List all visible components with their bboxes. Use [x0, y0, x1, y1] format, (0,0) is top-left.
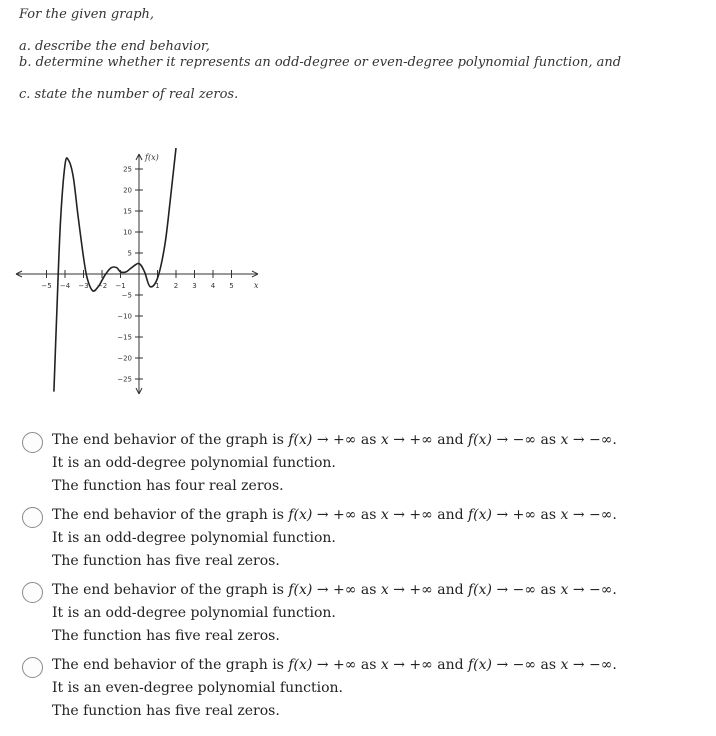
choice-3-zeros: The function has five real zeros.: [52, 628, 280, 644]
choice-4-degree: It is an even-degree polynomial function.: [52, 680, 343, 696]
answer-choice-3-radio[interactable]: [22, 582, 43, 603]
y-axis-label: f(x): [145, 153, 159, 162]
choice-1-degree: It is an odd-degree polynomial function.: [52, 455, 336, 471]
choice-3-degree: It is an odd-degree polynomial function.: [52, 605, 336, 621]
y-tick-label: 15: [123, 207, 132, 216]
polynomial-graph: [14, 148, 274, 398]
question-part-a: a. describe the end behavior,: [19, 39, 210, 54]
question-prompt: For the given graph,: [19, 7, 155, 22]
question-part-b: b. determine whether it represents an odd-degree or even-degree polynomial function, and: [19, 55, 622, 70]
answer-choice-1-radio[interactable]: [22, 432, 43, 453]
y-tick-label: 10: [123, 228, 132, 237]
y-tick-label: −15: [117, 333, 132, 342]
choice-4-end-behavior: The end behavior of the graph is f(x) → +∞ as x → +∞ and f(x) → −∞ as x → −∞.: [52, 657, 617, 673]
choice-1-zeros: The function has four real zeros.: [52, 478, 284, 494]
choice-3-end-behavior: The end behavior of the graph is f(x) → +∞ as x → +∞ and f(x) → −∞ as x → −∞.: [52, 582, 617, 598]
x-tick-label: −2: [96, 282, 108, 290]
x-tick-label: 4: [210, 282, 216, 290]
y-tick-label: −5: [121, 291, 132, 300]
answer-choice-4-radio[interactable]: [22, 657, 43, 678]
y-tick-label: 5: [127, 249, 132, 258]
x-tick-label: 3: [192, 282, 197, 290]
x-tick-label: −4: [59, 282, 71, 290]
y-tick-label: −25: [117, 375, 132, 384]
y-tick-label: −20: [117, 354, 132, 363]
x-tick-label: −5: [41, 282, 52, 290]
y-tick-label: 25: [123, 165, 132, 174]
choice-2-degree: It is an odd-degree polynomial function.: [52, 530, 336, 546]
x-tick-label: −3: [78, 282, 89, 290]
choice-1-end-behavior: The end behavior of the graph is f(x) → +∞ as x → +∞ and f(x) → −∞ as x → −∞.: [52, 432, 617, 448]
y-tick-label: 20: [123, 186, 132, 195]
answer-choice-2-radio[interactable]: [22, 507, 43, 528]
polynomial-curve: [54, 148, 179, 392]
x-tick-label: 5: [229, 282, 234, 290]
x-tick-label: 2: [173, 282, 179, 290]
y-tick-label: −10: [117, 312, 132, 321]
choice-2-zeros: The function has five real zeros.: [52, 553, 280, 569]
question-part-c: c. state the number of real zeros.: [19, 87, 239, 102]
choice-4-zeros: The function has five real zeros.: [52, 703, 280, 719]
choice-2-end-behavior: The end behavior of the graph is f(x) → +∞ as x → +∞ and f(x) → +∞ as x → −∞.: [52, 507, 617, 523]
x-tick-label: −1: [115, 282, 126, 290]
x-tick-label: 1: [155, 282, 160, 290]
x-axis-label: x: [254, 281, 259, 290]
